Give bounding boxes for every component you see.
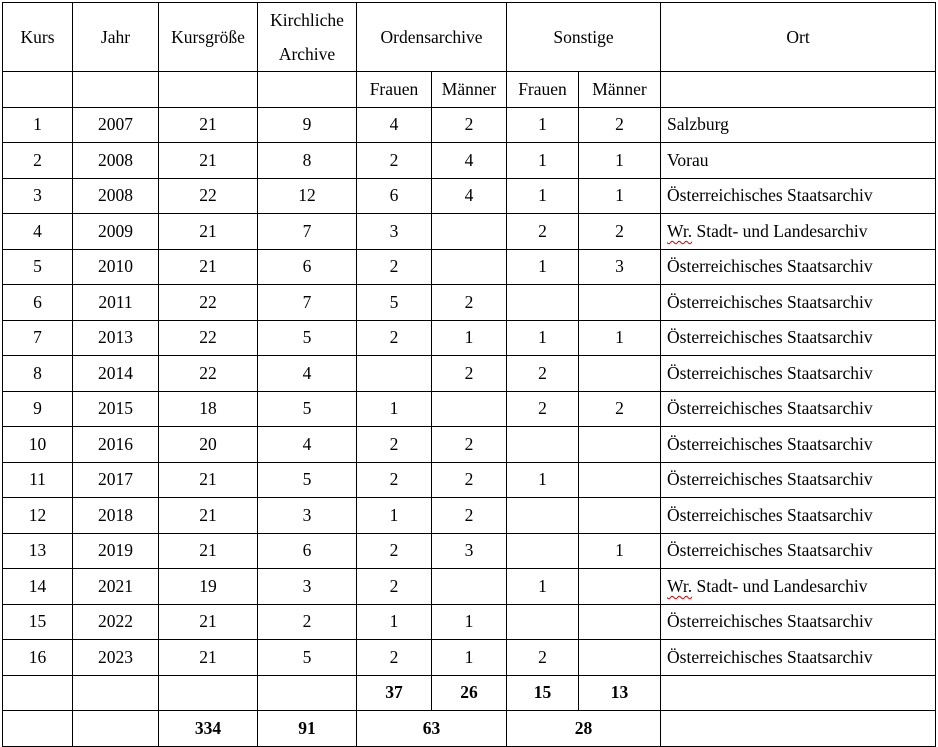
ort-cell (661, 320, 936, 356)
ordens-maenner-cell (432, 569, 507, 605)
table-row (3, 427, 936, 463)
kursgroesse-cell: 21 (159, 214, 258, 250)
header-kursgroesse: Kursgröße (159, 3, 258, 72)
sonstige-maenner-cell (579, 427, 661, 463)
sonstige-frauen-cell (507, 498, 579, 534)
kirchliche-archive-cell: 9 (258, 107, 357, 143)
sonstige-maenner-cell: 3 (579, 249, 661, 285)
ort-cell (661, 640, 936, 676)
ordens-frauen-cell: 3 (357, 214, 432, 250)
empty-cell (661, 711, 936, 747)
empty-cell (73, 675, 159, 711)
ordens-frauen-cell: 2 (357, 143, 432, 179)
table-row (3, 569, 936, 605)
subtotal-sonstige-maenner: 13 (579, 675, 661, 711)
sonstige-maenner-cell: 1 (579, 533, 661, 569)
table-row (3, 249, 936, 285)
sonstige-frauen-cell: 1 (507, 569, 579, 605)
kurs-cell: 11 (3, 462, 73, 498)
jahr-cell: 2013 (73, 320, 159, 356)
subheader-row (3, 72, 936, 108)
ordens-frauen-cell: 2 (357, 320, 432, 356)
ordens-maenner-cell (432, 214, 507, 250)
ordens-maenner-cell (432, 249, 507, 285)
kirchliche-archive-cell: 2 (258, 604, 357, 640)
jahr-cell: 2010 (73, 249, 159, 285)
kurs-cell: 3 (3, 178, 73, 214)
kursgroesse-cell: 21 (159, 462, 258, 498)
kirchliche-archive-cell: 3 (258, 569, 357, 605)
sonstige-maenner-cell: 2 (579, 214, 661, 250)
table-row (3, 320, 936, 356)
kursgroesse-cell: 19 (159, 569, 258, 605)
kirchliche-archive-cell: 6 (258, 249, 357, 285)
kurs-cell: 2 (3, 143, 73, 179)
ort-cell (661, 498, 936, 534)
sonstige-frauen-cell: 2 (507, 214, 579, 250)
sonstige-maenner-cell: 2 (579, 391, 661, 427)
ordens-maenner-cell: 3 (432, 533, 507, 569)
subtotal-ordens-frauen: 37 (357, 675, 432, 711)
ordens-maenner-cell: 1 (432, 320, 507, 356)
jahr-cell: 2022 (73, 604, 159, 640)
ordens-frauen-cell: 1 (357, 391, 432, 427)
ort-cell (661, 285, 936, 321)
ordens-maenner-cell: 2 (432, 107, 507, 143)
ordens-frauen-cell: 2 (357, 249, 432, 285)
sonstige-maenner-cell: 1 (579, 320, 661, 356)
sonstige-maenner-cell: 1 (579, 143, 661, 179)
subtotal-sonstige-frauen: 15 (507, 675, 579, 711)
kirchliche-archive-cell: 5 (258, 462, 357, 498)
ort-text: Österreichisches Staatsarchiv (667, 362, 873, 383)
table-row (3, 498, 936, 534)
header-kirchliche-line1: Kirchliche (270, 10, 344, 30)
kurs-cell: 5 (3, 249, 73, 285)
empty-cell (3, 675, 73, 711)
kursgroesse-cell: 21 (159, 604, 258, 640)
sonstige-maenner-cell (579, 462, 661, 498)
ordens-maenner-cell: 1 (432, 640, 507, 676)
kurs-cell: 14 (3, 569, 73, 605)
ort-text: Stadt- und Landesarchiv (692, 575, 868, 596)
ordens-frauen-cell: 1 (357, 604, 432, 640)
total-ordensarchive: 63 (357, 711, 507, 747)
sonstige-maenner-cell: 1 (579, 178, 661, 214)
table-row (3, 178, 936, 214)
ordens-frauen-cell: 4 (357, 107, 432, 143)
ort-text: Österreichisches Staatsarchiv (667, 256, 873, 277)
subheader-sonstige-maenner: Männer (579, 72, 661, 108)
ordens-maenner-cell: 2 (432, 356, 507, 392)
ort-text: Stadt- und Landesarchiv (692, 220, 868, 241)
empty-cell (3, 72, 73, 108)
ordens-frauen-cell: 2 (357, 533, 432, 569)
kursgroesse-cell: 22 (159, 320, 258, 356)
kurs-cell: 9 (3, 391, 73, 427)
sonstige-frauen-cell (507, 427, 579, 463)
table-row (3, 462, 936, 498)
table-row (3, 285, 936, 321)
table-row (3, 143, 936, 179)
ordens-frauen-cell: 5 (357, 285, 432, 321)
kirchliche-archive-cell: 12 (258, 178, 357, 214)
sonstige-frauen-cell (507, 285, 579, 321)
empty-cell (258, 675, 357, 711)
ort-text: Österreichisches Staatsarchiv (667, 291, 873, 312)
ort-text: Österreichisches Staatsarchiv (667, 327, 873, 348)
empty-cell (661, 72, 936, 108)
ordens-frauen-cell (357, 356, 432, 392)
kirchliche-archive-cell: 5 (258, 391, 357, 427)
sonstige-frauen-cell: 1 (507, 178, 579, 214)
ort-text: Österreichisches Staatsarchiv (667, 185, 873, 206)
sonstige-maenner-cell (579, 356, 661, 392)
jahr-cell: 2007 (73, 107, 159, 143)
jahr-cell: 2009 (73, 214, 159, 250)
sonstige-maenner-cell (579, 569, 661, 605)
empty-cell (73, 72, 159, 108)
ordens-maenner-cell: 1 (432, 604, 507, 640)
ort-text: Österreichisches Staatsarchiv (667, 540, 873, 561)
kursgroesse-cell: 22 (159, 356, 258, 392)
ort-cell (661, 143, 936, 179)
kurs-cell: 10 (3, 427, 73, 463)
ordens-maenner-cell: 2 (432, 462, 507, 498)
kirchliche-archive-cell: 7 (258, 214, 357, 250)
sonstige-frauen-cell: 1 (507, 249, 579, 285)
total-row (3, 711, 936, 747)
header-kirchliche-archive (258, 3, 357, 72)
kursgroesse-cell: 18 (159, 391, 258, 427)
subtotal-row (3, 675, 936, 711)
jahr-cell: 2014 (73, 356, 159, 392)
ort-cell (661, 391, 936, 427)
sonstige-maenner-cell: 2 (579, 107, 661, 143)
kurs-cell: 1 (3, 107, 73, 143)
sonstige-frauen-cell: 1 (507, 320, 579, 356)
course-statistics-table (2, 2, 936, 747)
kirchliche-archive-cell: 7 (258, 285, 357, 321)
kurs-cell: 12 (3, 498, 73, 534)
kursgroesse-cell: 21 (159, 143, 258, 179)
subheader-ordens-frauen: Frauen (357, 72, 432, 108)
sonstige-frauen-cell (507, 533, 579, 569)
jahr-cell: 2015 (73, 391, 159, 427)
ort-abbreviation: Wr. (667, 220, 693, 241)
sonstige-frauen-cell: 1 (507, 107, 579, 143)
ordens-maenner-cell: 4 (432, 143, 507, 179)
kurs-cell: 13 (3, 533, 73, 569)
ordens-frauen-cell: 2 (357, 427, 432, 463)
ordens-maenner-cell: 4 (432, 178, 507, 214)
kurs-cell: 15 (3, 604, 73, 640)
header-sonstige: Sonstige (507, 3, 661, 72)
kursgroesse-cell: 22 (159, 178, 258, 214)
kurs-cell: 6 (3, 285, 73, 321)
ordens-maenner-cell: 2 (432, 285, 507, 321)
empty-cell (258, 72, 357, 108)
ordens-frauen-cell: 2 (357, 640, 432, 676)
ordens-frauen-cell: 2 (357, 462, 432, 498)
kursgroesse-cell: 22 (159, 285, 258, 321)
ort-cell (661, 462, 936, 498)
sonstige-frauen-cell: 1 (507, 462, 579, 498)
ort-abbreviation: Wr. (667, 575, 693, 596)
jahr-cell: 2019 (73, 533, 159, 569)
header-kirchliche-line2: Archive (278, 44, 336, 64)
table-row (3, 640, 936, 676)
jahr-cell: 2023 (73, 640, 159, 676)
table-row (3, 604, 936, 640)
ordens-frauen-cell: 6 (357, 178, 432, 214)
kursgroesse-cell: 20 (159, 427, 258, 463)
ordens-maenner-cell (432, 391, 507, 427)
sonstige-frauen-cell: 2 (507, 356, 579, 392)
sonstige-maenner-cell (579, 640, 661, 676)
kursgroesse-cell: 21 (159, 107, 258, 143)
ort-cell (661, 427, 936, 463)
ordens-maenner-cell: 2 (432, 427, 507, 463)
ort-cell (661, 569, 936, 605)
sonstige-frauen-cell: 2 (507, 640, 579, 676)
header-jahr: Jahr (73, 3, 159, 72)
table-row (3, 214, 936, 250)
jahr-cell: 2018 (73, 498, 159, 534)
empty-cell (73, 711, 159, 747)
ort-text: Österreichisches Staatsarchiv (667, 398, 873, 419)
kursgroesse-cell: 21 (159, 533, 258, 569)
sonstige-frauen-cell: 2 (507, 391, 579, 427)
empty-cell (661, 675, 936, 711)
kirchliche-archive-cell: 3 (258, 498, 357, 534)
sonstige-frauen-cell: 1 (507, 143, 579, 179)
jahr-cell: 2021 (73, 569, 159, 605)
ort-cell (661, 249, 936, 285)
sonstige-maenner-cell (579, 285, 661, 321)
kirchliche-archive-cell: 8 (258, 143, 357, 179)
ordens-frauen-cell: 2 (357, 569, 432, 605)
sonstige-maenner-cell (579, 604, 661, 640)
kirchliche-archive-cell: 5 (258, 640, 357, 676)
kurs-cell: 4 (3, 214, 73, 250)
ort-cell (661, 356, 936, 392)
total-kirchliche-archive: 91 (258, 711, 357, 747)
kurs-cell: 8 (3, 356, 73, 392)
kirchliche-archive-cell: 4 (258, 356, 357, 392)
header-row (3, 3, 936, 72)
kursgroesse-cell: 21 (159, 498, 258, 534)
subheader-sonstige-frauen: Frauen (507, 72, 579, 108)
empty-cell (159, 72, 258, 108)
header-ordensarchive: Ordensarchive (357, 3, 507, 72)
ort-cell (661, 178, 936, 214)
table-row (3, 107, 936, 143)
ort-cell (661, 214, 936, 250)
empty-cell (159, 675, 258, 711)
sonstige-maenner-cell (579, 498, 661, 534)
ort-text: Österreichisches Staatsarchiv (667, 504, 873, 525)
header-ort: Ort (661, 3, 936, 72)
ort-cell (661, 533, 936, 569)
jahr-cell: 2008 (73, 143, 159, 179)
subheader-ordens-maenner: Männer (432, 72, 507, 108)
jahr-cell: 2017 (73, 462, 159, 498)
table-row (3, 391, 936, 427)
kursgroesse-cell: 21 (159, 640, 258, 676)
header-kurs: Kurs (3, 3, 73, 72)
kurs-cell: 7 (3, 320, 73, 356)
ort-text: Österreichisches Staatsarchiv (667, 611, 873, 632)
kirchliche-archive-cell: 5 (258, 320, 357, 356)
jahr-cell: 2008 (73, 178, 159, 214)
ort-cell (661, 107, 936, 143)
ordens-maenner-cell: 2 (432, 498, 507, 534)
table-row (3, 533, 936, 569)
kurs-cell: 16 (3, 640, 73, 676)
ort-text: Österreichisches Staatsarchiv (667, 433, 873, 454)
jahr-cell: 2011 (73, 285, 159, 321)
table-row (3, 356, 936, 392)
ort-text: Salzburg (667, 114, 729, 135)
jahr-cell: 2016 (73, 427, 159, 463)
total-sonstige: 28 (507, 711, 661, 747)
ort-cell (661, 604, 936, 640)
ort-text: Vorau (667, 149, 709, 170)
sonstige-frauen-cell (507, 604, 579, 640)
kirchliche-archive-cell: 4 (258, 427, 357, 463)
kursgroesse-cell: 21 (159, 249, 258, 285)
total-kursgroesse: 334 (159, 711, 258, 747)
ort-text: Österreichisches Staatsarchiv (667, 646, 873, 667)
ort-text: Österreichisches Staatsarchiv (667, 469, 873, 490)
kirchliche-archive-cell: 6 (258, 533, 357, 569)
ordens-frauen-cell: 1 (357, 498, 432, 534)
subtotal-ordens-maenner: 26 (432, 675, 507, 711)
empty-cell (3, 711, 73, 747)
